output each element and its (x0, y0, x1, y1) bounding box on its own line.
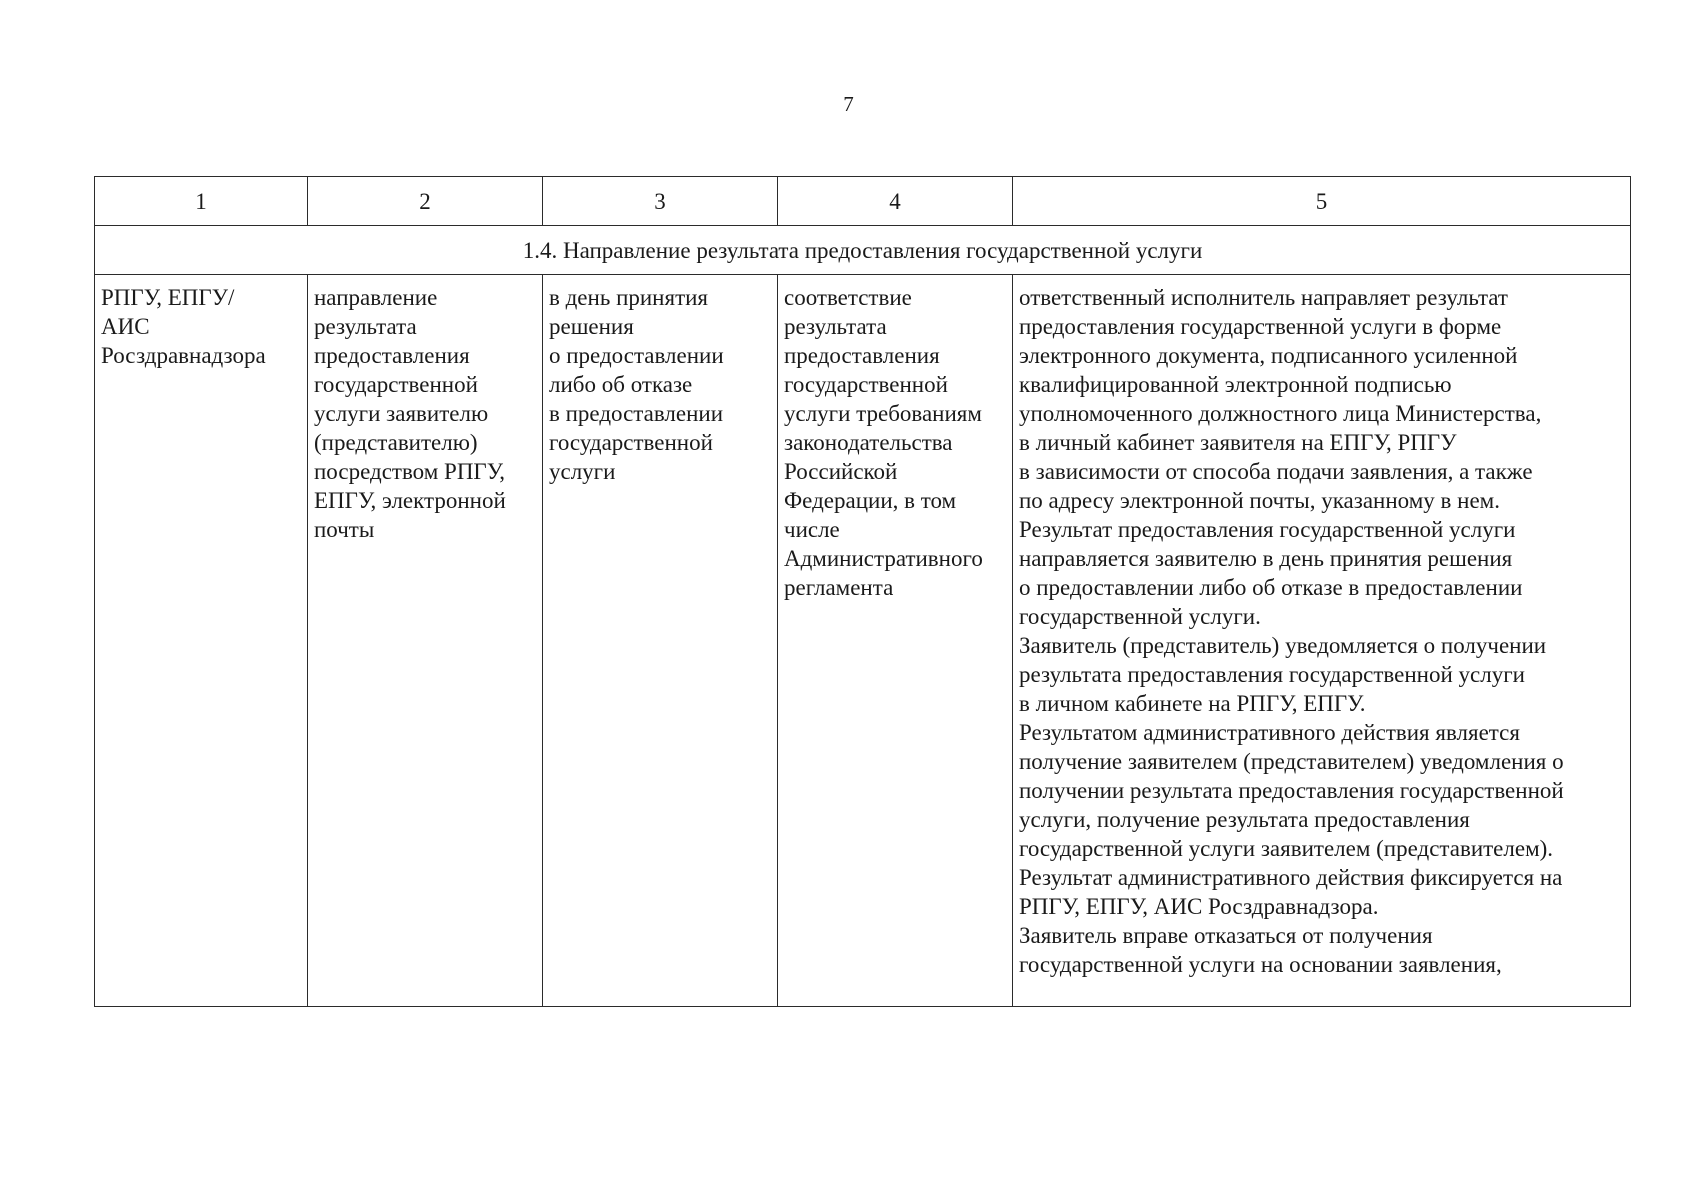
cell-text-line: ответственный исполнитель направляет результат (1019, 285, 1508, 310)
cell-text-line: числе (784, 517, 840, 542)
column-number-3: 3 (543, 177, 778, 226)
cell-text-line: либо об отказе (549, 372, 693, 397)
cell-text-line: государственной (784, 372, 948, 397)
cell-text-line: получении результата предоставления государственной (1019, 778, 1564, 803)
cell-text-line: Административного (784, 546, 983, 571)
cell-text-line: в предоставлении (549, 401, 724, 426)
cell-text-line: Результатом административного действия является (1019, 720, 1520, 745)
cell-text-line: предоставления (314, 343, 470, 368)
cell-text-line: получение заявителем (представителем) уведомления о (1019, 749, 1564, 774)
cell-text-line: ЕПГУ, электронной (314, 488, 506, 513)
cell-text-line: Заявитель вправе отказаться от получения (1019, 923, 1433, 948)
cell-text-line: решения (549, 314, 634, 339)
cell-text-line: государственной услуги. (1019, 604, 1261, 629)
cell-text-line: посредством РПГУ, (314, 459, 506, 484)
procedure-table (94, 176, 1631, 1007)
cell-text-line: РПГУ, ЕПГУ/ (101, 285, 235, 310)
cell-text-line: услуги заявителю (314, 401, 489, 426)
cell-criteria (778, 275, 1013, 1007)
cell-description (1013, 275, 1631, 1007)
section-heading: 1.4. Направление результата предоставления государственной услуги (95, 226, 1631, 275)
section-heading-row (95, 226, 1631, 275)
cell-text-line: государственной услуги заявителем (представителем). (1019, 836, 1554, 861)
cell-text-line: (представителю) (314, 430, 478, 455)
cell-text-line: почты (314, 517, 375, 542)
cell-text-line: направляется заявителю в день принятия решения (1019, 546, 1513, 571)
cell-text-line: законодательства (784, 430, 953, 455)
cell-text-line: Результат административного действия фиксируется на (1019, 865, 1563, 890)
cell-text-line: Результат предоставления государственной услуги (1019, 517, 1516, 542)
cell-text-line: государственной (549, 430, 713, 455)
column-number-5: 5 (1013, 177, 1631, 226)
cell-text-line: о предоставлении (549, 343, 724, 368)
cell-text-line: по адресу электронной почты, указанному в нем. (1019, 488, 1500, 513)
cell-text-line: в личный кабинет заявителя на ЕПГУ, РПГУ (1019, 430, 1457, 455)
cell-text-line: АИС (101, 314, 150, 339)
page-number: 7 (843, 92, 854, 116)
table-row (95, 275, 1631, 1007)
cell-text-line: Заявитель (представитель) уведомляется о получении (1019, 633, 1547, 658)
cell-text-line: квалифицированной электронной подписью (1019, 372, 1452, 397)
cell-text-line: о предоставлении либо об отказе в предоставлении (1019, 575, 1523, 600)
cell-system (95, 275, 308, 1007)
cell-text-line: электронного документа, подписанного усиленной (1019, 343, 1518, 368)
cell-text-line: РПГУ, ЕПГУ, АИС Росздравнадзора. (1019, 894, 1379, 919)
column-number-4: 4 (778, 177, 1013, 226)
cell-text-line: Федерации, в том (784, 488, 957, 513)
cell-text-line: предоставления (784, 343, 940, 368)
cell-text-line: в зависимости от способа подачи заявления, а также (1019, 459, 1533, 484)
column-number-2: 2 (308, 177, 543, 226)
cell-deadline (543, 275, 778, 1007)
cell-text-line: в личном кабинете на РПГУ, ЕПГУ. (1019, 691, 1366, 716)
cell-text-line: результата (314, 314, 417, 339)
cell-text-line: государственной услуги на основании заявления, (1019, 952, 1502, 977)
cell-action (308, 275, 543, 1007)
cell-text-line: направление (314, 285, 438, 310)
cell-text-line: предоставления государственной услуги в форме (1019, 314, 1502, 339)
column-number-row (95, 177, 1631, 226)
cell-text-line: уполномоченного должностного лица Министерства, (1019, 401, 1542, 426)
cell-text-line: соответствие (784, 285, 912, 310)
cell-text-line: регламента (784, 575, 894, 600)
cell-text-line: результата (784, 314, 887, 339)
cell-text-line: услуги, получение результата предоставления (1019, 807, 1470, 832)
cell-text-line: Росздравнадзора (101, 343, 266, 368)
cell-text-line: услуги требованиям (784, 401, 982, 426)
cell-text-line: результата предоставления государственной услуги (1019, 662, 1525, 687)
cell-text-line: Российской (784, 459, 898, 484)
cell-text-line: в день принятия (549, 285, 709, 310)
column-number-1: 1 (95, 177, 308, 226)
cell-text-line: государственной (314, 372, 478, 397)
cell-text-line: услуги (549, 459, 616, 484)
